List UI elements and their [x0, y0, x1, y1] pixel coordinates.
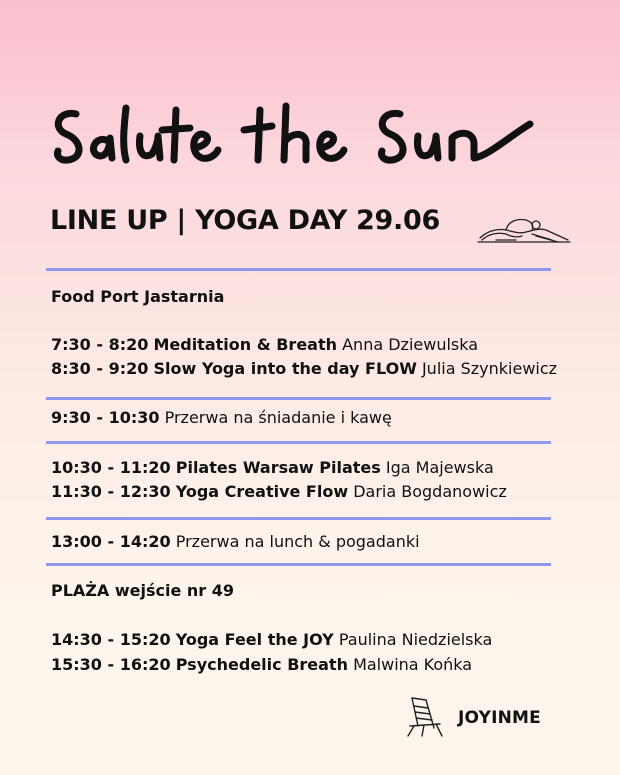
session-time: 15:30 - 16:20	[51, 655, 171, 674]
break-text: Przerwa na śniadanie i kawę	[164, 408, 392, 427]
schedule-item	[51, 458, 494, 478]
session-title: Yoga Creative Flow	[175, 482, 349, 501]
divider	[46, 441, 551, 444]
session-host: Malwina Końka	[353, 655, 473, 674]
schedule-item	[51, 482, 507, 502]
session-host: Paulina Niedzielska	[338, 630, 493, 649]
session-title: Yoga Feel the JOY	[175, 630, 334, 649]
break-time: 9:30 - 10:30	[51, 408, 160, 427]
session-time: 8:30 - 9:20	[51, 359, 149, 378]
session-time: 11:30 - 12:30	[51, 482, 171, 501]
session-host: Anna Dziewulska	[342, 335, 479, 354]
session-time: 7:30 - 8:20	[51, 335, 149, 354]
divider	[46, 563, 551, 566]
session-title: Pilates Warsaw Pilates	[175, 458, 381, 477]
break-item	[51, 532, 420, 552]
venue-heading: Food Port Jastarnia	[51, 287, 225, 306]
brand-footer	[404, 692, 564, 742]
session-time: 10:30 - 11:20	[51, 458, 171, 477]
schedule-item	[51, 335, 478, 355]
page-title: LINE UP | YOGA DAY 29.06	[50, 205, 440, 236]
session-title: Psychedelic Breath	[175, 655, 348, 674]
session-time: 14:30 - 15:20	[51, 630, 171, 649]
venue-heading: PLAŻA wejście nr 49	[51, 581, 235, 600]
session-host: Daria Bogdanowicz	[353, 482, 507, 501]
divider	[46, 517, 551, 520]
break-item	[51, 408, 392, 428]
salute-the-sun-logo	[48, 96, 538, 186]
session-title: Slow Yoga into the day FLOW	[153, 359, 417, 378]
break-time: 13:00 - 14:20	[51, 532, 171, 551]
session-host: Iga Majewska	[385, 458, 494, 477]
schedule-item	[51, 630, 492, 650]
session-host: Julia Szynkiewicz	[421, 359, 558, 378]
divider	[46, 268, 551, 271]
schedule-item	[51, 359, 557, 379]
break-text: Przerwa na lunch & pogadanki	[175, 532, 420, 551]
brand-name: JOYINME	[458, 708, 541, 728]
yoga-pose-icon	[476, 210, 572, 246]
schedule-item	[51, 655, 472, 675]
divider	[46, 397, 551, 400]
session-title: Meditation & Breath	[153, 335, 338, 354]
beach-chair-icon	[404, 692, 446, 738]
